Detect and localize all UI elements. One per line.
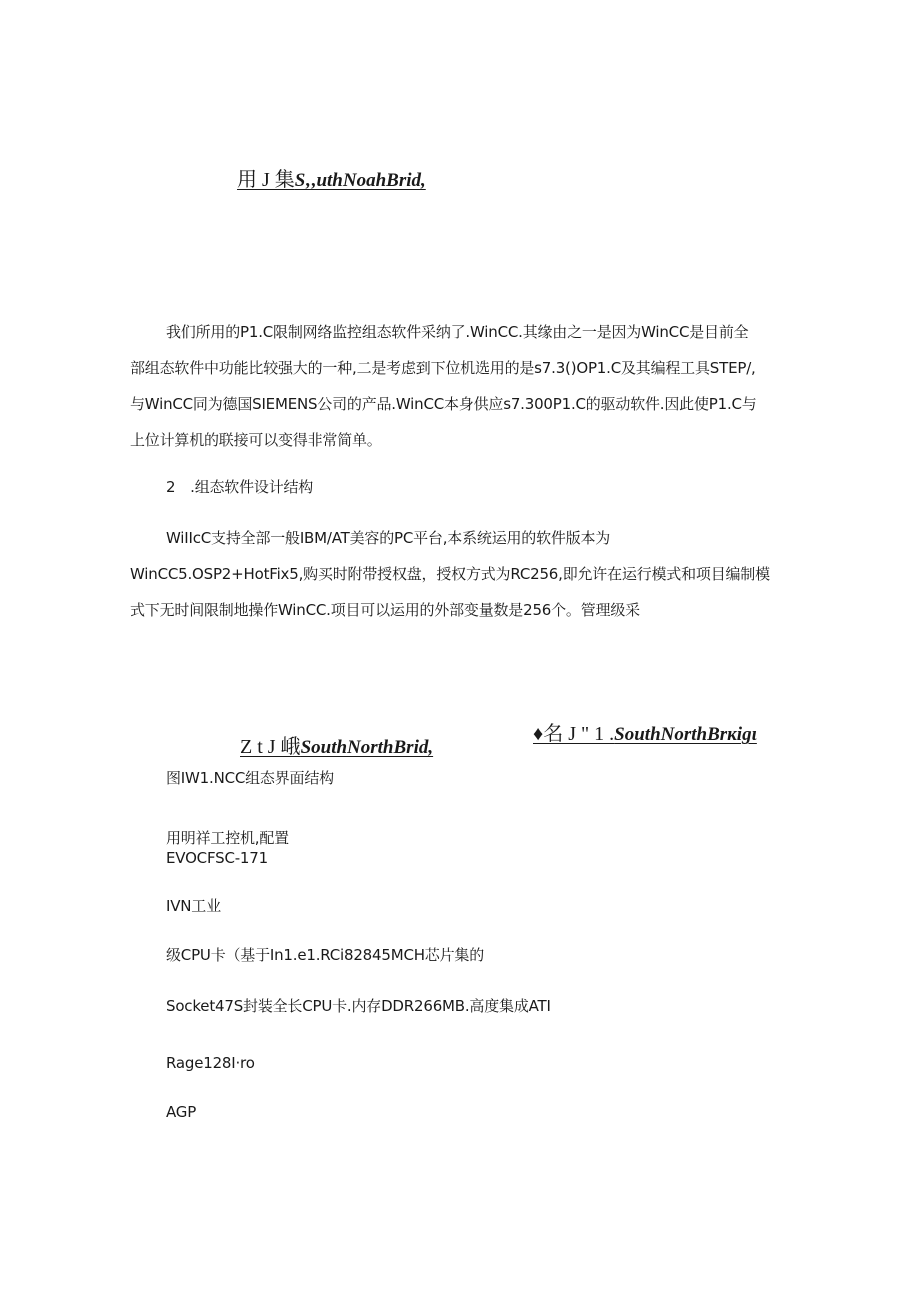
config-line-3: 式下无时间限制地操作WinCC.项目可以运用的外部变量数是256个。管理级采: [130, 601, 640, 619]
figure-label-top-suffix: S‚,uthNoahBrid,: [294, 170, 426, 191]
figure-label-left-suffix: SouthNorthBrid,: [300, 737, 434, 758]
hardware-model: EVOCFSC-171: [166, 849, 268, 867]
hardware-item: Socket47S封装全长CPU卡.内存DDR266MB.高度集成ATI: [166, 997, 551, 1015]
intro-line-4: 上位计算机的联接可以变得非常简单。: [130, 431, 382, 449]
figure-caption: 图IW1.NCC组态界面结构: [166, 769, 334, 787]
config-paragraph: [130, 520, 770, 628]
intro-line-3: 与WinCC同为德国SIEMENS公司的产品.WinCC本身供应s7.300P1.C的驱动软件.因此使P1.C与: [130, 395, 757, 413]
config-line-1: WiIIcC支持全部一般IBM/AT美容的PC平台,本系统运用的软件版本为: [166, 529, 611, 547]
figure-label-right-suffix: SouthNorthBrкigι: [614, 724, 757, 745]
hardware-item: AGP: [166, 1103, 197, 1121]
figure-label-right-prefix: ♦名 J " 1 .: [533, 723, 615, 745]
section-heading: 2 .组态软件设计结构: [166, 478, 314, 496]
intro-paragraph: [130, 314, 757, 458]
figure-label-top-prefix: 用 J 集: [237, 169, 295, 191]
figure-label-left-prefix: Z t J 峨: [240, 736, 301, 758]
hardware-title: 用明祥工控机,配置: [166, 829, 289, 847]
hardware-item: IVN工业: [166, 897, 221, 915]
figure-label-left: [240, 735, 433, 760]
hardware-item: Rage128I·ro: [166, 1054, 255, 1072]
figure-label-top: [237, 168, 426, 193]
config-line-2: WinCC5.OSP2+HotFix5,购买时附带授权盘，授权方式为RC256,即允许在运行模式和项目编制模: [130, 565, 770, 583]
intro-line-2: 部组态软件中功能比较强大的一种,二是考虑到下位机选用的是s7.3()OP1.C及其编程工具STEP/,: [130, 359, 756, 377]
intro-line-1: 我们所用的P1.C限制网络监控组态软件采纳了.WinCC.其缘由之一是因为WinCC是目前全: [166, 323, 749, 341]
figure-label-right: [533, 722, 757, 747]
hardware-item: 级CPU卡（基于In1.e1.RCi82845MCH芯片集的: [166, 946, 485, 964]
